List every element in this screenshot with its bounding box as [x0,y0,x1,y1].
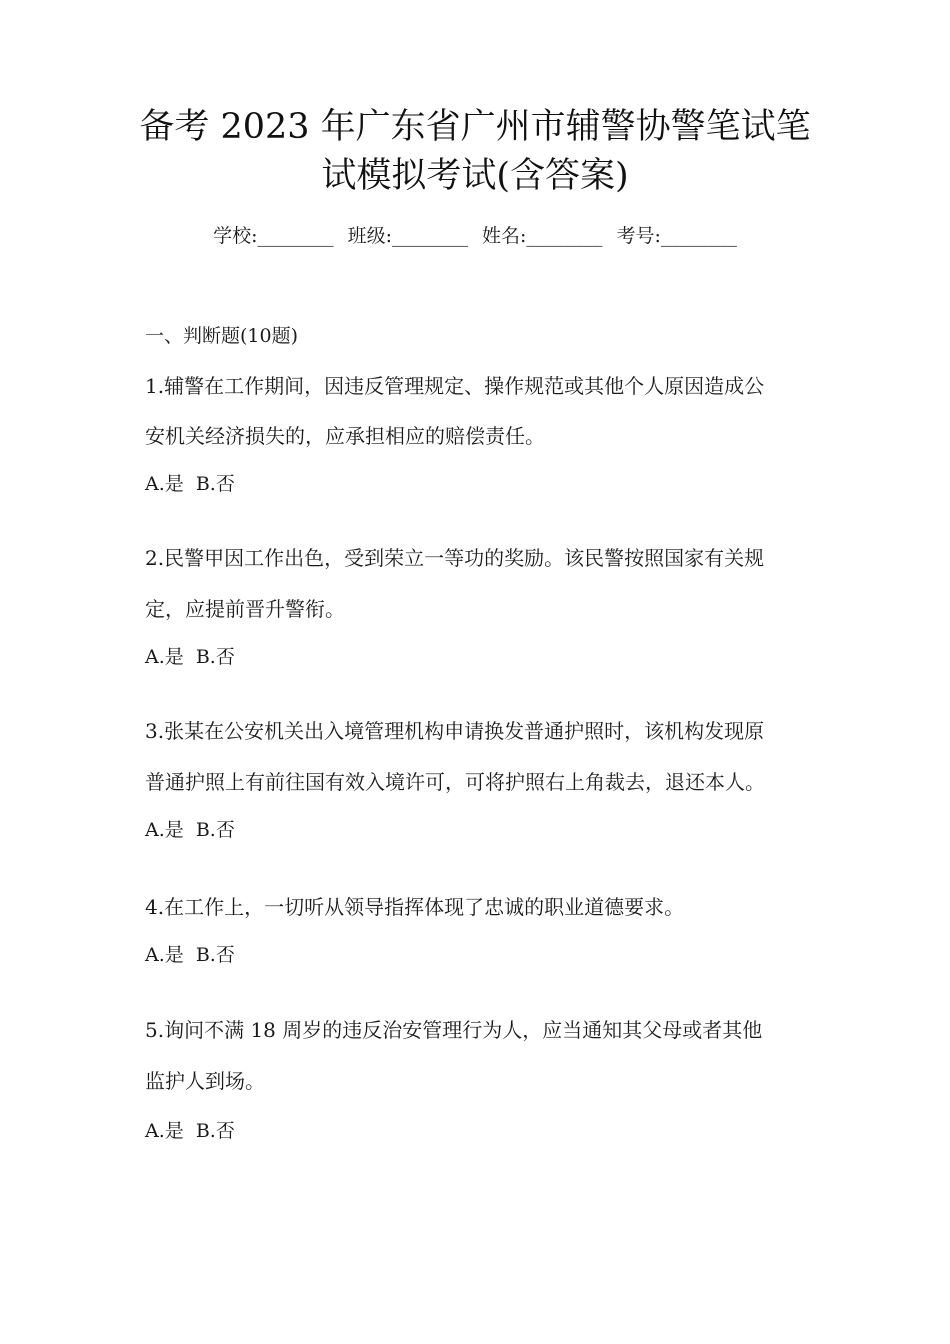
name-field: 姓名:________ [482,225,603,247]
question-2-line-1: 2.民警甲因工作出色，受到荣立一等功的奖励。该民警按照国家有关规 [145,546,765,570]
question-1-line-2: 安机关经济损失的，应承担相应的赔偿责任。 [145,424,545,448]
question-3-line-1: 3.张某在公安机关出入境管理机构申请换发普通护照时，该机构发现原 [145,719,765,743]
student-info-row [0,222,950,250]
question-5-options: A.是 B.否 [145,1120,235,1142]
question-1-line-1: 1.辅警在工作期间，因违反管理规定、操作规范或其他个人原因造成公 [145,374,765,398]
question-4-line-1: 4.在工作上，一切听从领导指挥体现了忠诚的职业道德要求。 [145,895,685,919]
question-3-line-2: 普通护照上有前往国有效入境许可，可将护照右上角裁去，退还本人。 [145,770,765,794]
question-2-line-2: 定，应提前晋升警衔。 [145,597,345,621]
exam-number-field: 考号:________ [616,225,737,247]
exam-title-line-1: 备考 2023 年广东省广州市辅警协警笔试笔 [139,107,811,147]
exam-title-line-2: 试模拟考试(含答案) [321,156,629,196]
question-3-options: A.是 B.否 [145,819,235,841]
question-4-options: A.是 B.否 [145,944,235,966]
class-field: 班级:________ [347,225,468,247]
section-heading: 一、判断题(10题) [145,325,299,347]
question-5-line-1: 5.询问不满 18 周岁的违反治安管理行为人，应当通知其父母或者其他 [145,1018,763,1042]
school-field: 学校:________ [213,225,334,247]
question-2-options: A.是 B.否 [145,646,235,668]
question-1-options: A.是 B.否 [145,473,235,495]
question-5-line-2: 监护人到场。 [145,1069,265,1093]
